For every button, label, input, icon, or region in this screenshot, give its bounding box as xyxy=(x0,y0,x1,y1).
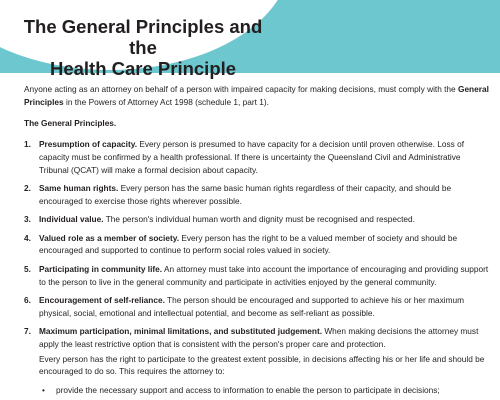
title-line-1: The General Principles and the xyxy=(23,16,263,58)
participation-paragraph: Every person has the right to participate to the greatest extent possible, in decisions affecting his or her life and should be encouraged to do so. This requires the attorney to: xyxy=(39,353,485,377)
principle-heading: Same human rights. xyxy=(39,183,119,194)
principle-number: 5. xyxy=(24,263,31,274)
principle-item xyxy=(24,138,490,176)
section-heading: The General Principles. xyxy=(24,118,117,129)
principle-item xyxy=(24,325,490,378)
principle-heading: Individual value. xyxy=(39,214,104,225)
principle-text: The person should be encouraged and supported to achieve his or her maximum physical, social, emotional and intellectual potential, and become as self-reliant as possible. xyxy=(39,295,465,318)
principle-heading: Participating in community life. xyxy=(39,263,163,274)
bullet-list xyxy=(24,384,490,397)
principles-list xyxy=(24,138,490,378)
bullet-text: provide the necessary support and access to information to enable the person to participate in decisions; xyxy=(56,385,440,396)
principle-number: 3. xyxy=(24,214,31,225)
principle-heading: Presumption of capacity. xyxy=(39,139,138,150)
principle-heading: Encouragement of self-reliance. xyxy=(39,295,165,306)
principle-text: Every person is presumed to have capacity for a decision until proven otherwise. Loss of capacity must be confirmed by a health professional. If there is uncertainty the Queensland Civil and Administrative Tribunal (QCAT) will make a formal decision about capacity. xyxy=(39,139,465,175)
bullet-item xyxy=(24,384,490,397)
principle-text: The person's individual human worth and dignity must be recognised and respected. xyxy=(103,214,415,225)
principle-text: An attorney must take into account the importance of encouraging and providing support to the person to live in the general community and participate in activities enjoyed by the general community. xyxy=(39,263,489,287)
intro-bold-text: General Principles xyxy=(24,84,489,107)
principle-text: When making decisions the attorney must apply the least restrictive option that is consistent with the person's proper care and protection. xyxy=(39,326,479,350)
intro-text-after: in the Powers of Attorney Act 1998 (schedule 1, part 1). xyxy=(63,96,269,107)
intro-paragraph xyxy=(24,83,490,108)
principle-number: 4. xyxy=(24,232,31,243)
principle-item xyxy=(24,294,490,319)
principle-item xyxy=(24,232,490,257)
bullet-icon: • xyxy=(42,385,45,396)
principle-number: 2. xyxy=(24,183,31,194)
intro-text-before: Anyone acting as an attorney on behalf of a person with impaired capacity for making decisions, must comply with the xyxy=(24,84,458,94)
principle-text: Every person has the same basic human rights regardless of their capacity, and should be encouraged to exercise those rights wherever possible. xyxy=(39,183,452,206)
principle-number: 6. xyxy=(24,295,31,306)
principle-item xyxy=(24,213,490,226)
principle-number: 1. xyxy=(24,139,31,150)
principle-number: 7. xyxy=(24,326,31,337)
principle-item xyxy=(24,182,490,207)
page-title xyxy=(18,16,268,79)
title-line-2: Health Care Principle xyxy=(49,58,237,79)
principle-text: Every person has the right to be a valued member of society and should be encouraged and supported to continue to perform social roles valued in society. xyxy=(39,232,458,256)
document-body xyxy=(24,83,490,397)
principle-heading: Maximum participation, minimal limitations, and substituted judgement. xyxy=(39,326,323,337)
principle-item xyxy=(24,263,490,288)
principle-heading: Valued role as a member of society. xyxy=(39,232,180,243)
